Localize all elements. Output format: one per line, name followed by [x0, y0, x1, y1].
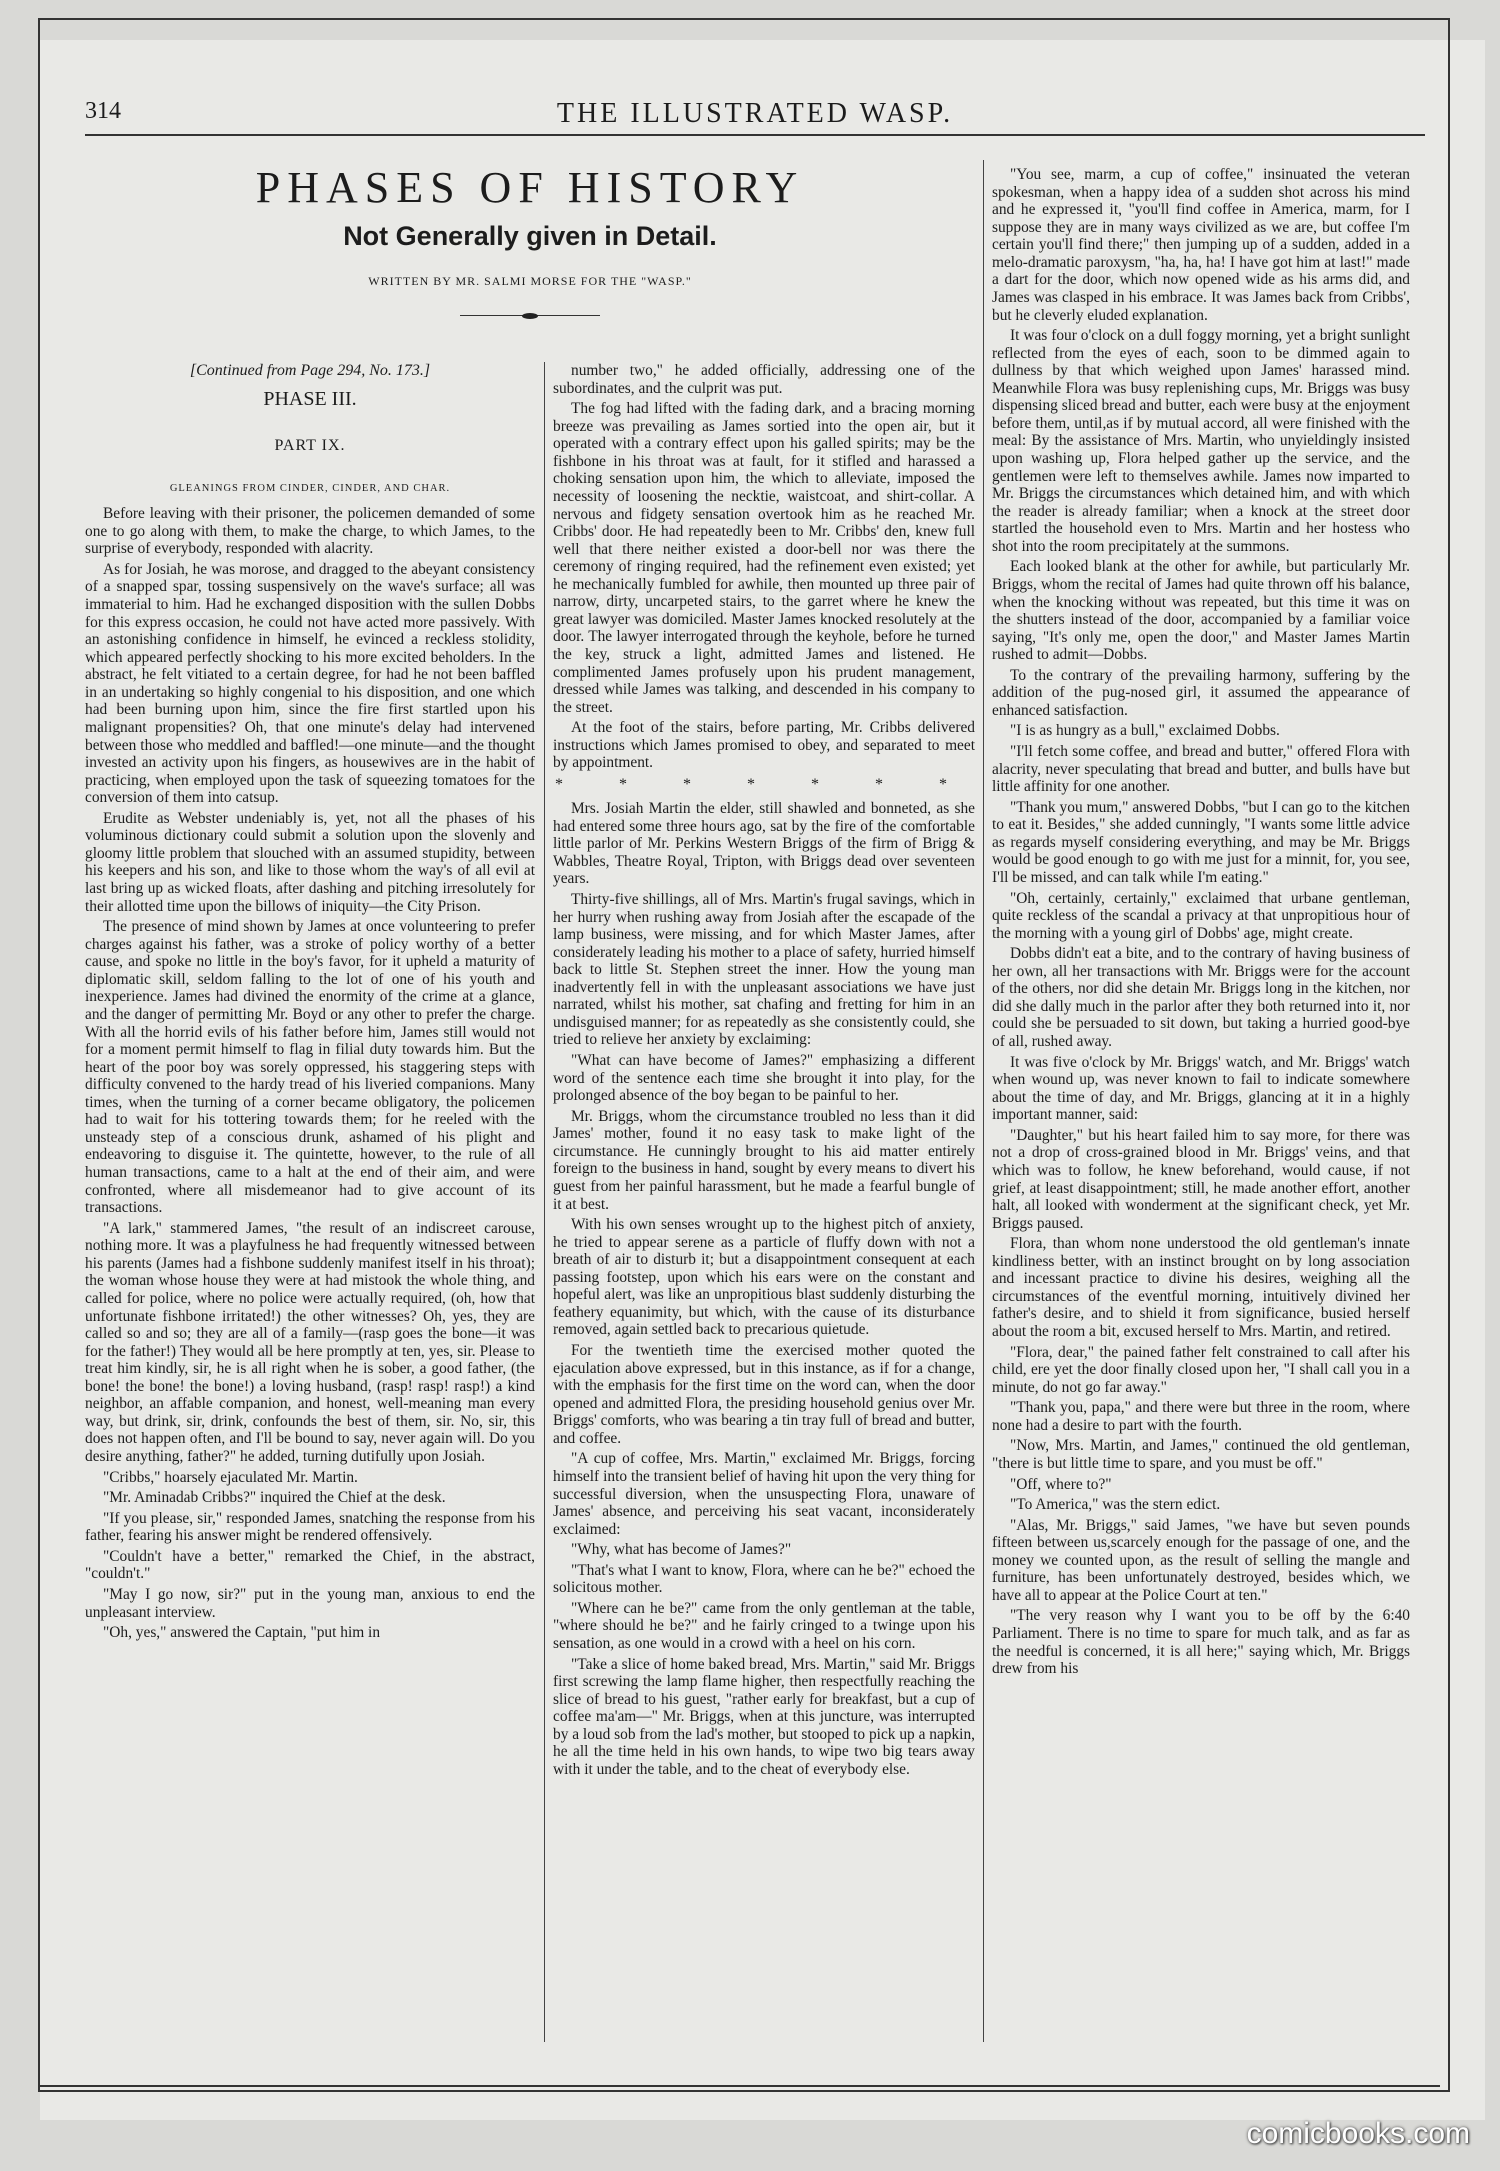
publication-title: THE ILLUSTRATED WASP.	[556, 98, 954, 129]
byline: WRITTEN BY MR. SALMI MORSE FOR THE "WASP."	[368, 274, 692, 288]
column-1-body	[85, 505, 535, 1641]
column-rule	[544, 362, 545, 2042]
paragraph: "If you please, sir," responded James, snatching the response from his father, fearing his answer might be rendered offensively.	[85, 1509, 535, 1545]
paragraph: At the foot of the stairs, before parting, Mr. Cribbs delivered instructions which James promised to obey, and separated to meet by appointment.	[553, 719, 975, 772]
continued-note: [Continued from Page 294, No. 173.]	[189, 362, 431, 379]
paragraph: Mrs. Josiah Martin the elder, still shawled and bonneted, as she had entered some three hours ago, sat by the fire of the comfortable little parlor of Mr. Perkins Western Briggs of the firm of Brigg & Wabbles, Theatre Royal, Tripton, with Briggs dead over seventeen years.	[553, 800, 975, 888]
paragraph: As for Josiah, he was morose, and dragged to the abeyant consistency of a snapped spar, tossing suspensively on the wave's surface; all was immaterial to him. Had he exchanged disposition with the sullen Dobbs for this express occasion, he could not have acted more passively. With an astonishing confidence in himself, he evinced a reckless stolidity, which appeared perfectly shocking to his more excited beholders. In the abstract, he felt vitiated to a certain degree, for had he not been baffled in an undertaking so highly congenial to his disposition, and one which had been burning upon him, since the fire first startled upon his malignant propensities? Oh, that one minute's delay had intervened between those who meddled and baffled!—one minute—and the thought invested an activity upon his fingers, as housewives are in the habit of practicing, when employed upon the task of squeezing tomatoes for the conversion of them into catsup.	[85, 560, 535, 807]
part-heading: PART IX.	[274, 437, 346, 455]
paragraph: "Thank you mum," answered Dobbs, "but I can go to the kitchen to eat it. Besides," she added cunningly, "I wants some little advice as regards myself considering everything, and may be Mr. Briggs would be good enough to go with me just for a minnit, for, you see, I'll be missed, and can talk while I'm eating."	[992, 798, 1410, 886]
section-break: * * * * * * *	[555, 775, 973, 793]
paragraph: "A cup of coffee, Mrs. Martin," exclaimed Mr. Briggs, forcing himself into the transient belief of having hit upon the very thing for successful diversion, when the unsuspecting Flora, unaware of James' absence, and perceiving his seat vacant, inconsiderately exclaimed:	[553, 1450, 975, 1538]
paragraph: "A lark," stammered James, "the result of an indiscreet carouse, nothing more. It was a playfulness he had frequently witnessed between his parents (James had a fishbone suddenly manifest itself in his throat); the woman whose house they were at had mistook the whole thing, and called for police, where no police were actually required, (oh, how that unfortunate fishbone irritated!) the other witnesses? Oh, yes, they are called so and so; they are all of a family—(rasp goes the bone—it was for the father!) They would all be here promptly at ten, yes, sir. Please to treat him kindly, sir, he is all right when he is sober, a good father, (the bone! the bone! the bone!) a loving husband, (rasp! rasp! rasp!) a kind neighbor, an affable companion, and honest, well-meaning man every way, but drink, sir, drink, confounds the best of them, sir. No, sir, this does not happen often, and I'll be bound to say, never again will. Do you desire anything, father?" he added, turning dutifully upon Josiah.	[85, 1219, 535, 1466]
paragraph: The presence of mind shown by James at once volunteering to prefer charges against his father, was a stroke of policy worthy of a better cause, and spoke no little in the boy's favor, for it upheld a maturity of diplomatic skill, seldom falling to the lot of one of his youth and inexperience. James had divined the enormity of the crime at a glance, and the danger of permitting Mr. Boyd or any other to prefer the charge. With all the horrid evils of his father before him, James still would not for a moment permit himself to flag in filial duty towards him. But the heart of the poor boy was sorely oppressed, his staggering steps with difficulty convened to the hardy tread of his liveried companions. Many times, when the turning of a corner became obligatory, the policemen had to wait for his tottering towards them; for he reeled with the unsteady step of a conscious drunk, ashamed of his plight and endeavoring to disguise it. The quintette, however, to the rule of all human transactions, came to a halt at the end of their aim, and were confronted, where all misdemeanor had to give account of its transactions.	[85, 918, 535, 1217]
paragraph: "Cribbs," hoarsely ejaculated Mr. Martin.	[103, 1468, 358, 1486]
column-rule	[983, 160, 984, 2042]
column-3	[992, 166, 1410, 2042]
paragraph: Before leaving with their prisoner, the policemen demanded of some one to go along with them, to make the charge, to which James, to the surprise of everybody, responded with alacrity.	[85, 505, 535, 558]
column-3-body	[992, 166, 1410, 1678]
paragraph: "Daughter," but his heart failed him to say more, for there was not a drop of cross-grained blood in Mr. Briggs' veins, and that which was to follow, he knew beforehand, would cause, if not grief, at least disappointment; still, he made another effort, another halt, all looked with wonderment at the significant check, yet Mr. Briggs paused.	[992, 1126, 1410, 1232]
paragraph: "What can have become of James?" emphasizing a different word of the sentence each time she brought it into play, for the prolonged absence of the boy began to be painful to her.	[553, 1052, 975, 1105]
paragraph: "Off, where to?"	[1010, 1475, 1112, 1493]
paragraph: "Oh, certainly, certainly," exclaimed that urbane gentleman, quite reckless of the scandal a privacy at that unpropitious hour of the morning with a young girl of Dobbs' age, might create.	[992, 889, 1410, 942]
paragraph: "To America," was the stern edict.	[1010, 1496, 1221, 1514]
paragraph: "I is as hungry as a bull," exclaimed Dobbs.	[1010, 722, 1280, 740]
section-heading: GLEANINGS FROM CINDER, CINDER, AND CHAR.	[169, 483, 451, 495]
paragraph: It was five o'clock by Mr. Briggs' watch, and Mr. Briggs' watch when wound up, was never known to fail to indicate somewhere about the time of day, and Mr. Briggs, glancing at it in a highly important manner, said:	[992, 1053, 1410, 1124]
paragraph: "Now, Mrs. Martin, and James," continued the old gentleman, "there is but little time to spare, and you must be off."	[992, 1437, 1410, 1472]
paragraph: "Thank you, papa," and there were but three in the room, where none had a desire to part with the fourth.	[992, 1399, 1410, 1434]
paragraph: "I'll fetch some coffee, and bread and butter," offered Flora with alacrity, never speculating that bread and butter, and bulls have but little affinity for one another.	[992, 743, 1410, 796]
article-title: PHASES OF HISTORY	[255, 163, 805, 212]
article-heading	[85, 160, 975, 345]
paragraph: "Oh, yes," answered the Captain, "put him in	[103, 1624, 381, 1642]
paragraph: With his own senses wrought up to the highest pitch of anxiety, he tried to appear serene as a particle of fluffy down with not a breath of air to disturb it; but a disappointment consequent at each passing footstep, upon which his ears were on the constant and hopeful alert, was like an unpropitious blast suddenly disturbing the feathery equanimity, but which, with the cause of its disturbance removed, again settled back to precarious quietude.	[553, 1216, 975, 1339]
bottom-rule	[40, 2085, 1440, 2087]
paragraph: Mr. Briggs, whom the circumstance troubled no less than it did James' mother, found it no easy task to make light of the circumstance. He cunningly brought to his aid matter entirely foreign to the business in hand, sought by every means to divert his guest from her painful harassment, but he made a fearful bungle of it at best.	[553, 1107, 975, 1213]
paragraph: "Mr. Aminadab Cribbs?" inquired the Chief at the desk.	[103, 1489, 446, 1507]
paragraph: "Alas, Mr. Briggs," said James, "we have but seven pounds fifteen between us,scarcely enough for the passage of one, and the money we counted upon, as the result of selling the mangle and furniture, has been unfortunately destroyed, besides which, we have all to appear at the Police Court at ten."	[992, 1516, 1410, 1604]
paragraph: It was four o'clock on a dull foggy morning, yet a bright sunlight reflected from the eyes of each, soon to be dimmed again to dullness by that which weighed upon James' harassed mind. Meanwhile Flora was busy replenishing cups, Mr. Briggs was busy dispensing sliced bread and butter, each were busy at the enjoyment before them, until,as if by mutual accord, all were finished with the meal: By the assistance of Mrs. Martin, who unyieldingly insisted upon washing up, Flora helped gather up the service, and the gentlemen were left to themselves awhile. James now imparted to Mr. Briggs the circumstances which detained him, and with which the reader is already familiar; when a knock at the street door startled the household even to Mrs. Martin and her hostess who shot into the room precipitately at the summons.	[992, 327, 1410, 555]
paragraph: For the twentieth time the exercised mother quoted the ejaculation above expressed, but in this instance, as if for a change, with the emphasis for the first time on the word can, when the door opened and admitted Flora, the presiding household genius over Mr. Briggs' comforts, who was bearing a tin tray full of bread and butter, and coffee.	[553, 1342, 975, 1447]
paragraph: To the contrary of the prevailing harmony, suffering by the addition of the pug-nosed girl, it assumed the appearance of enhanced satisfaction.	[992, 666, 1410, 719]
paragraph: "Flora, dear," the pained father felt constrained to call after his child, ere yet the door finally closed upon her, "I shall call you in a minute, do not go far away."	[992, 1343, 1410, 1396]
paragraph: "Why, what has become of James?"	[571, 1541, 792, 1559]
phase-heading: PHASE III.	[263, 388, 357, 411]
paragraph: The fog had lifted with the fading dark, and a bracing morning breeze was prevailing as James sortied into the open air, but it operated with a contrary effect upon his galled spirits; may be the fishbone in his throat was at fault, for it stifled and harassed a choking sensation upon him, the which to alleviate, imposed the necessity of loosening the necktie, waistcoat, and shirt-collar. A nervous and fidgety sensation overtook him as he reached Mr. Cribbs' door. He had repeatedly been to Mr. Cribbs' den, knew full well that there neither existed a door-bell nor was there the ceremony of ringing required, had the refinement even existed; yet he mechanically fumbled for awhile, then mounted up three pair of narrow, dirty, uncarpeted stairs, to the garret where he knew the great lawyer was domiciled. Master James knocked resolutely at the door. The lawyer interrogated through the keyhole, before he turned the key, struck a light, admitted James and listened. He complimented James profusely upon his prudent management, dressed while James was talking, and descended in his company to the street.	[553, 400, 975, 716]
site-watermark: comicbooks.com	[1246, 2117, 1470, 2150]
paragraph: "You see, marm, a cup of coffee," insinuated the veteran spokesman, when a happy idea of a sudden shot across his mind and he expressed it, "you'll find coffee in America, marm, for I suppose they are in many ways civilized as we are, but coffee I'm certain you'll find there;" then jumping up of a sudden, added in a melo-dramatic paroxysm, "ha, ha, ha! I have got him at last!" made a dart for the door, which now opened wide as his arms did, and James was clasped in his embrace. It was James back from Cribbs', but he cleverly eluded explanation.	[992, 166, 1410, 324]
column-2	[553, 362, 975, 2042]
paragraph: "Couldn't have a better," remarked the Chief, in the abstract, "couldn't."	[85, 1547, 535, 1583]
page-number: 314	[85, 98, 121, 124]
paragraph: "May I go now, sir?" put in the young man, anxious to end the unpleasant interview.	[85, 1585, 535, 1621]
column-2-body-b	[553, 800, 975, 1778]
column-2-body-a	[553, 362, 975, 772]
paragraph: "Where can he be?" came from the only gentleman at the table, "where should he be?" and he fairly cringed to a twinge upon his sensation, as one would in a crowd with a heel on his corn.	[553, 1599, 975, 1653]
paragraph: "Take a slice of home baked bread, Mrs. Martin," said Mr. Briggs first screwing the lamp flame higher, then respectfully reaching the slice of bread to his guest, "rather early for breakfast, but a cup of coffee ma'am—" Mr. Briggs, when at this juncture, was interrupted by a loud sob from the lad's mother, but stooped to pick up a napkin, he all the time held in his own hands, to wipe two big tears away with it under the table, and to the cheat of everybody else.	[553, 1655, 975, 1778]
paragraph: "The very reason why I want you to be off by the 6:40 Parliament. There is no time to spare for much talk, and as far as the needful is concerned, it is all here;" saying which, Mr. Briggs drew from his	[992, 1607, 1410, 1678]
paragraph: "That's what I want to know, Flora, where can he be?" echoed the solicitous mother.	[553, 1561, 975, 1597]
ornament-rule	[460, 313, 600, 319]
masthead	[85, 98, 1425, 136]
paragraph: Each looked blank at the other for awhile, but particularly Mr. Briggs, whom the recital of James had quite thrown off his balance, when the knocking without was repeated, but this time it was on the shutters instead of the door, accompanied by a familiar voice saying, "It's only me, open the door," and Master James Martin rushed to admit—Dobbs.	[992, 558, 1410, 664]
column-1	[85, 362, 535, 2042]
paragraph: Dobbs didn't eat a bite, and to the contrary of having business of her own, all her transactions with Mr. Briggs were for the account of the others, nor did she detain Mr. Briggs long in the kitchen, nor did she dally much in the parlor after they both returned into it, nor could she be persuaded to sit down, but taking a hurried good-bye of all, rushed away.	[992, 945, 1410, 1050]
paragraph: Flora, than whom none understood the old gentleman's innate kindliness better, with an instinct brought on by long association and incessant practice to divine his desires, weighing all the circumstances of the eventful morning, intuitively divined her father's desire, and to shield it from significance, busied herself about the room a bit, excused herself to Mrs. Martin, and retired.	[992, 1235, 1410, 1340]
paragraph: Thirty-five shillings, all of Mrs. Martin's frugal savings, which in her hurry when rushing away from Josiah after the escapade of the lamp business, were missing, and for which Master James, after considerately leading his mother to a place of safety, hurried himself back to little St. Stephen street the inner. How the young man inadvertently fell in with the unpleasant associations we have just narrated, whilst his mother, sat chafing and fretting for him in an undisguised manner; for as repeatedly as she consistently could, she tried to relieve her anxiety by exclaiming:	[553, 890, 975, 1049]
paragraph: number two," he added officially, addressing one of the subordinates, and the culprit was put.	[553, 362, 975, 397]
article-subtitle: Not Generally given in Detail.	[343, 221, 717, 251]
paragraph: Erudite as Webster undeniably is, yet, not all the phases of his voluminous dictionary could submit a solution upon the slovenly and gloomy little problem that slouched with an assumed stupidity, between his keepers and his son, and like to those whom the way's of all evil at last bring up as wicked floats, after dashing and pitching irresolutely for their allotted time upon the billows of iniquity—the City Prison.	[85, 809, 535, 915]
